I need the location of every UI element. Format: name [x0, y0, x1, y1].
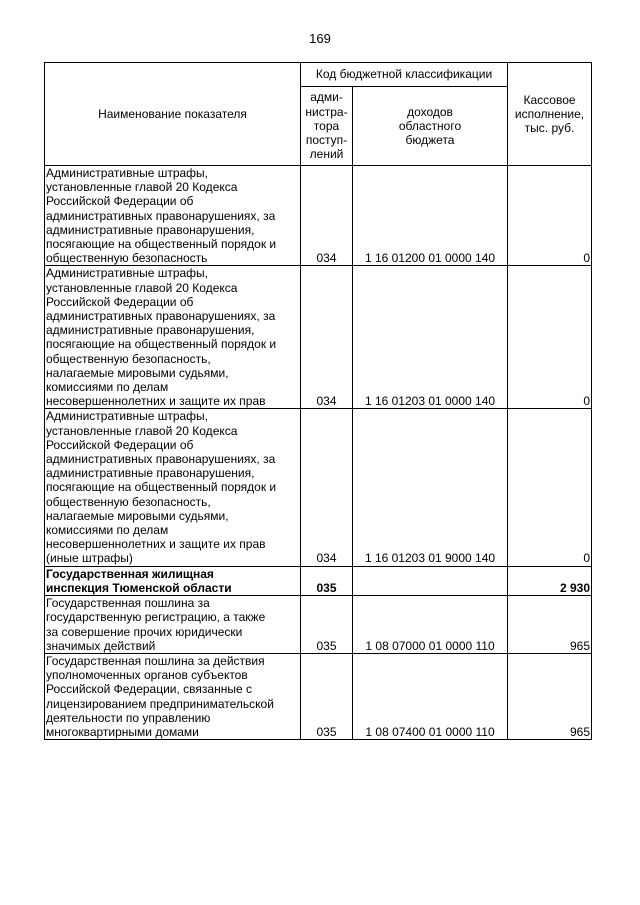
row-amount: 2 930 [508, 566, 592, 595]
row-income-code: 1 16 01200 01 0000 140 [353, 166, 508, 266]
row-name: Административные штрафы, установленные главой 20 Кодекса Российской Федерации об административных правонарушениях, за административные правонарушения, посягающие на общественный порядок и общественную безопасность [45, 166, 301, 266]
row-admin-code: 035 [301, 566, 353, 595]
row-income-code [353, 566, 508, 595]
header-admin: адми- нистра- тора поступ- лений [301, 87, 353, 166]
row-amount: 0 [508, 266, 592, 409]
table-row [45, 566, 592, 595]
row-amount: 965 [508, 653, 592, 739]
row-admin-code: 034 [301, 166, 353, 266]
row-name: Административные штрафы, установленные главой 20 Кодекса Российской Федерации об административных правонарушениях, за административные правонарушения, посягающие на общественный порядок и общественную безопасность, налагаемые мировыми судьями, комиссиями по делам несовершеннолетних и защите их прав [45, 266, 301, 409]
table-row [45, 409, 592, 566]
header-name: Наименование показателя [45, 63, 301, 166]
table-row [45, 653, 592, 739]
table-body [45, 166, 592, 740]
row-income-code: 1 08 07400 01 0000 110 [353, 653, 508, 739]
row-income-code: 1 16 01203 01 0000 140 [353, 266, 508, 409]
row-admin-code: 034 [301, 409, 353, 566]
row-income-code: 1 16 01203 01 9000 140 [353, 409, 508, 566]
table-row [45, 596, 592, 654]
row-amount: 0 [508, 409, 592, 566]
row-admin-code: 035 [301, 596, 353, 654]
row-admin-code: 035 [301, 653, 353, 739]
table-row [45, 166, 592, 266]
row-name: Государственная жилищная инспекция Тюменской области [45, 566, 301, 595]
row-name: Государственная пошлина за действия уполномоченных органов субъектов Российской Федерации, связанные с лицензированием предпринимательской деятельности по управлению многоквартирными домами [45, 653, 301, 739]
header-code-group: Код бюджетной классификации [301, 63, 508, 87]
header-income: доходов областного бюджета [353, 87, 508, 166]
row-income-code: 1 08 07000 01 0000 110 [353, 596, 508, 654]
row-admin-code: 034 [301, 266, 353, 409]
row-name: Государственная пошлина за государственную регистрацию, а также за совершение прочих юридически значимых действий [45, 596, 301, 654]
row-amount: 0 [508, 166, 592, 266]
header-amount: Кассовое исполнение, тыс. руб. [508, 63, 592, 166]
row-amount: 965 [508, 596, 592, 654]
table-row [45, 266, 592, 409]
budget-table [44, 62, 592, 740]
page-number: 169 [309, 31, 331, 46]
row-name: Административные штрафы, установленные главой 20 Кодекса Российской Федерации об административных правонарушениях, за административные правонарушения, посягающие на общественный порядок и общественную безопасность, налагаемые мировыми судьями, комиссиями по делам несовершеннолетних и защите их прав (иные штрафы) [45, 409, 301, 566]
